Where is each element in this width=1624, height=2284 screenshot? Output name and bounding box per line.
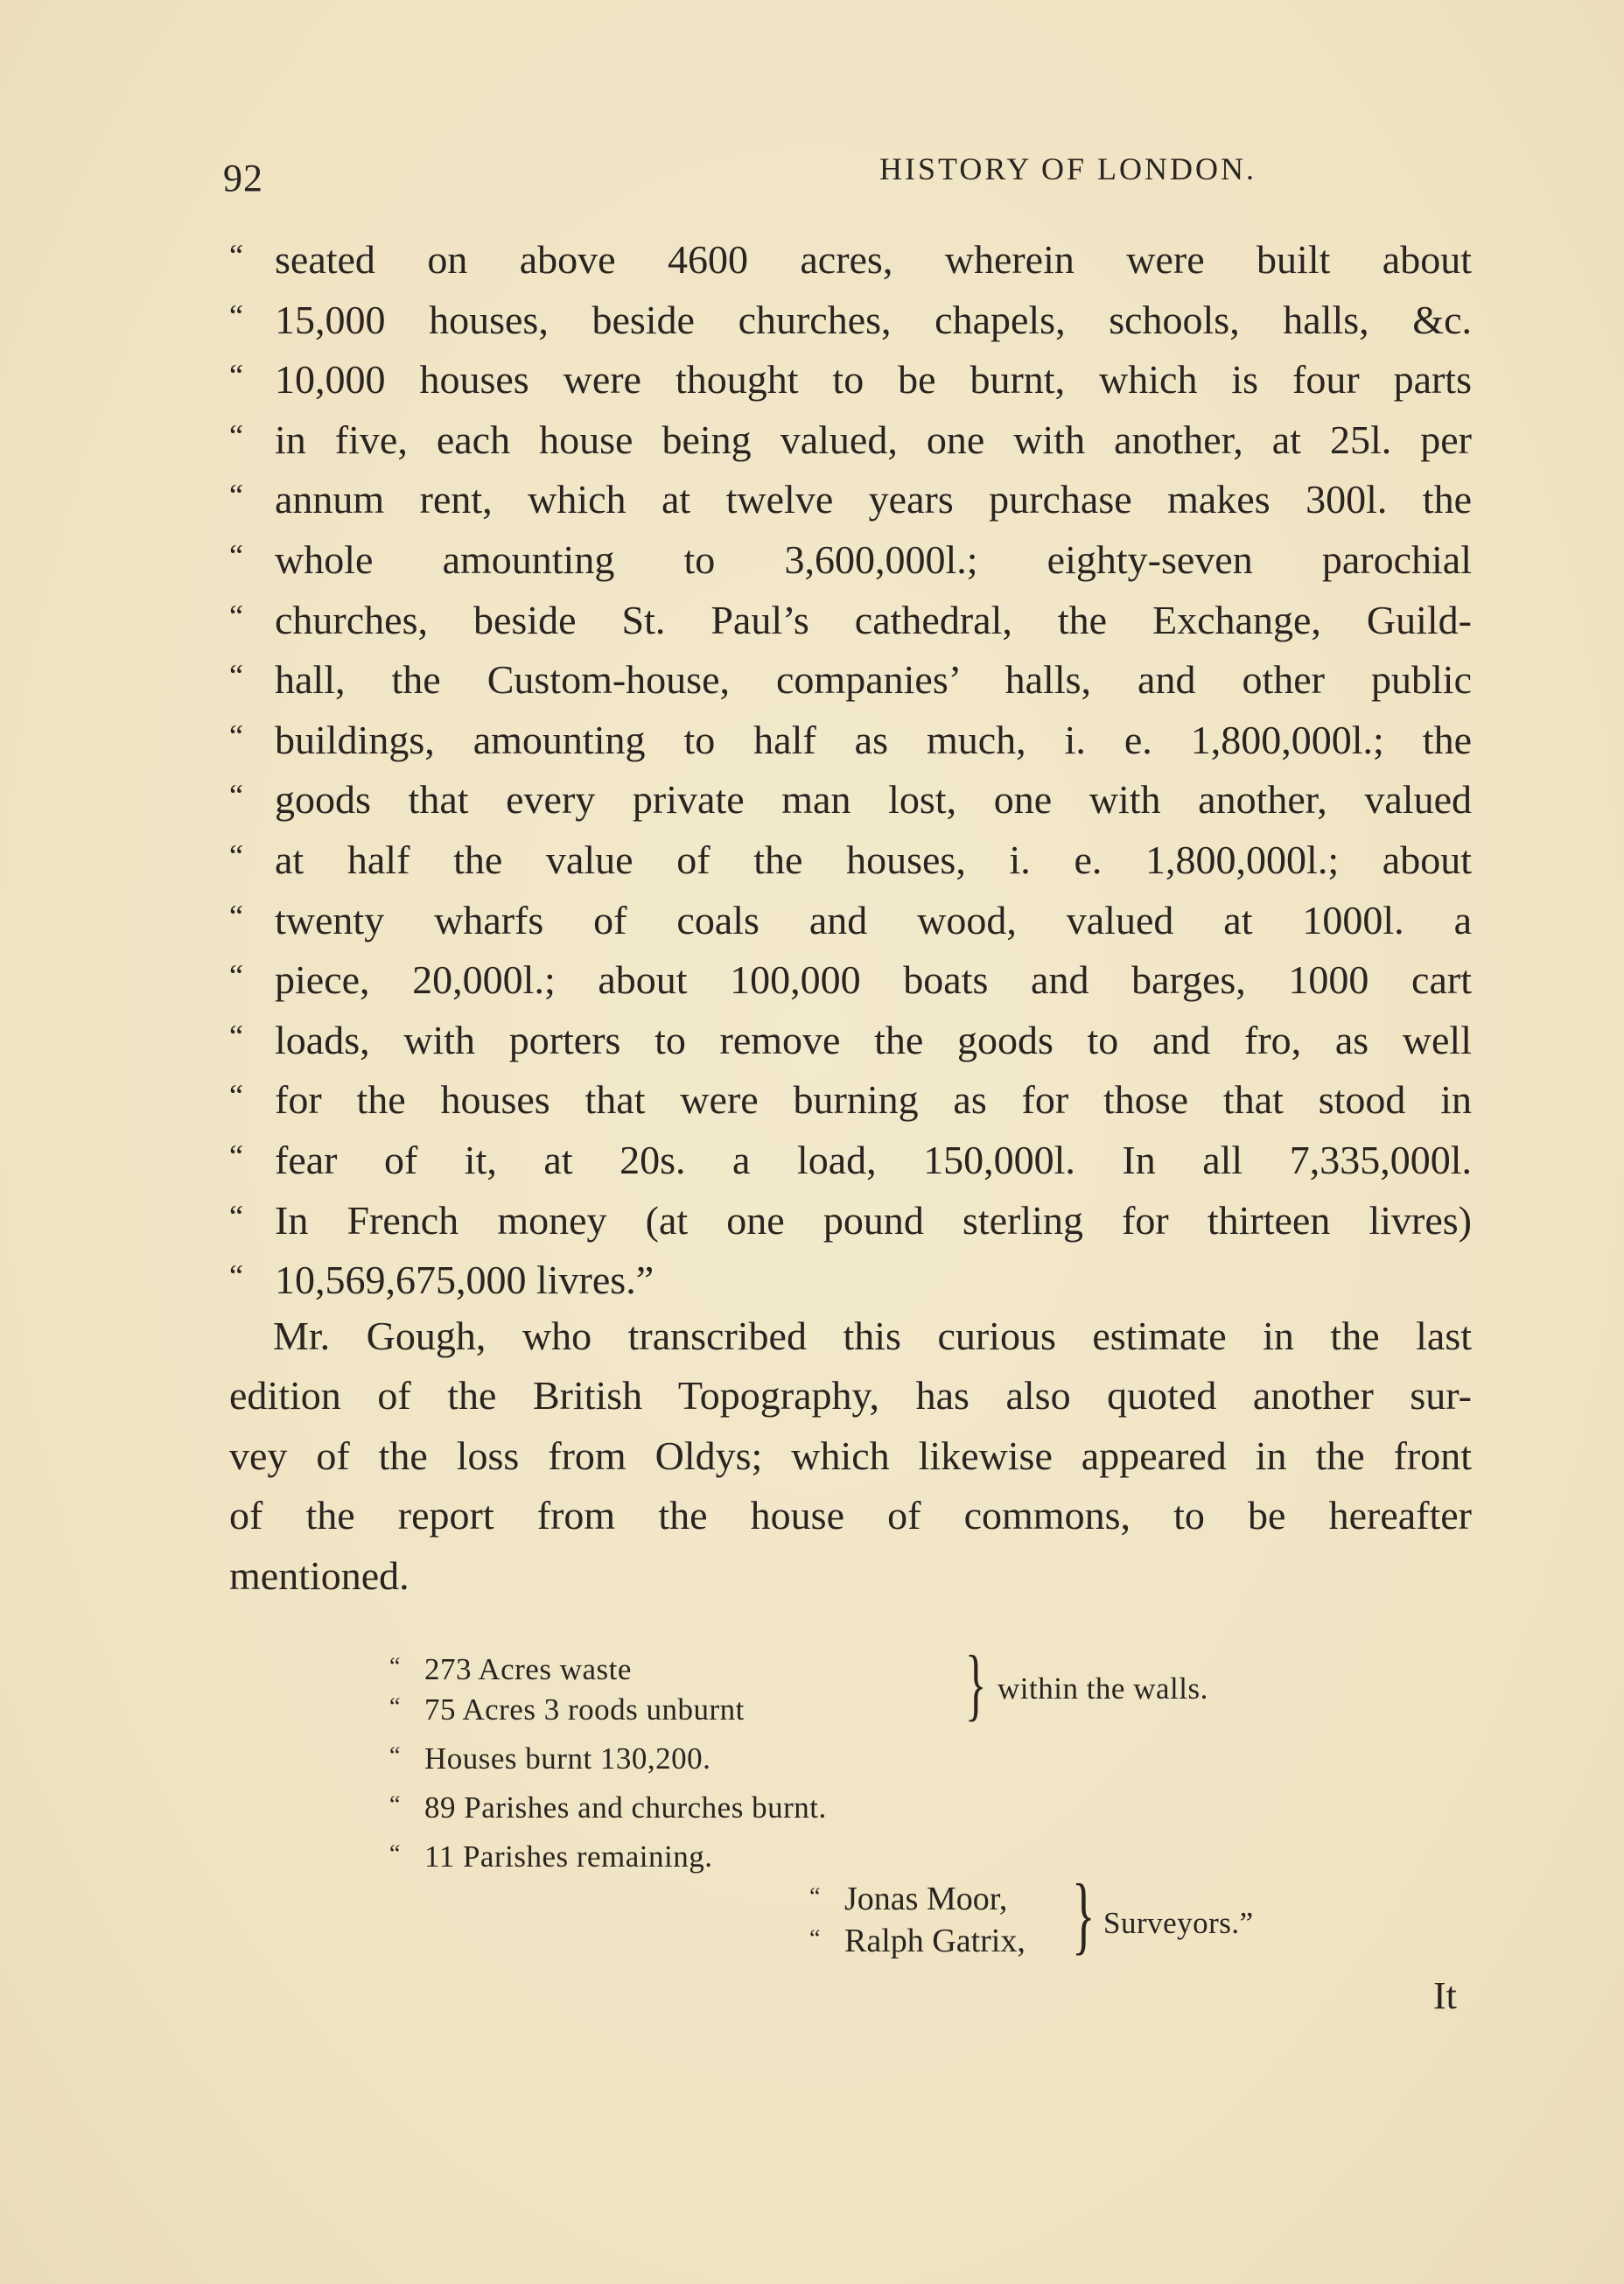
text-line: vey of the loss from Oldys; which likewise appeared in the front	[229, 1433, 1472, 1478]
text-line: “ piece, 20,000l.; about 100,000 boats and barges, 1000 cart	[229, 946, 1472, 1006]
quote-mark: “	[229, 1198, 243, 1234]
quote-mark: “	[229, 358, 243, 394]
text-line: “ twenty wharfs of coals and wood, valued at 1000l. a	[229, 886, 1472, 947]
text-line: “ churches, beside St. Paul’s cathedral, the Exchange, Guild-	[229, 586, 1472, 647]
text-line: Mr. Gough, who transcribed this curious estimate in the last	[273, 1313, 1472, 1358]
text-line: “ whole amounting to 3,600,000l.; eighty-seven parochial	[229, 526, 1472, 586]
quote-mark: “	[229, 537, 243, 573]
text-line: “ in five, each house being valued, one with another, at 25l. per	[229, 406, 1472, 466]
brace-surveyors: }	[1072, 1866, 1096, 1963]
catchword: It	[1433, 1974, 1457, 2017]
surveyor-name: “ Jonas Moor,	[809, 1881, 1008, 1917]
survey-row: “ 11 Parishes remaining.	[389, 1839, 713, 1874]
text-line: “ 10,000 houses were thought to be burnt, which is four parts	[229, 346, 1472, 406]
text-line: “ buildings, amounting to half as much, i. e. 1,800,000l.; the	[229, 706, 1472, 767]
text-line: “ In French money (at one pound sterling for thirteen livres)	[229, 1187, 1472, 1247]
text-line: “ hall, the Custom-house, companies’ halls, and other public	[229, 646, 1472, 706]
quote-mark: “	[229, 598, 243, 634]
text-line: “ at half the value of the houses, i. e. 1,800,000l.; about	[229, 826, 1472, 886]
brace-label: within the walls.	[998, 1671, 1208, 1706]
text-line: “ 15,000 houses, beside churches, chapels, schools, halls, &c.	[229, 286, 1472, 347]
text-line: “ seated on above 4600 acres, wherein were built about	[229, 226, 1472, 286]
quote-mark: “	[229, 417, 243, 453]
quote-mark: “	[229, 1078, 243, 1114]
quote-mark: “	[229, 1138, 243, 1174]
survey-row: “ 75 Acres 3 roods unburnt	[389, 1692, 745, 1727]
text-line: “ 10,569,675,000 livres.”	[229, 1246, 1472, 1307]
surveyors-label: Surveyors.”	[1103, 1906, 1254, 1940]
page-header	[223, 140, 1474, 200]
page-number: 92	[223, 157, 263, 200]
gough-paragraph	[229, 1307, 1472, 1607]
quoted-estimate	[229, 226, 1472, 1307]
survey-row: “ 273 Acres waste	[389, 1652, 632, 1686]
quote-mark: “	[229, 837, 243, 873]
quote-mark: “	[229, 238, 243, 273]
text-line: “ loads, with porters to remove the goods to and fro, as well	[229, 1006, 1472, 1067]
quote-mark: “	[229, 718, 243, 753]
quote-mark: “	[229, 898, 243, 934]
brace-walls: }	[965, 1639, 987, 1728]
survey-row: “ Houses burnt 130,200.	[389, 1741, 711, 1776]
quote-mark: “	[229, 1258, 243, 1294]
quote-mark: “	[229, 778, 243, 814]
running-title: HISTORY OF LONDON.	[879, 151, 1257, 186]
text-line: “ annum rent, which at twelve years purchase makes 300l. the	[229, 466, 1472, 526]
survey-row: “ 89 Parishes and churches burnt.	[389, 1790, 827, 1825]
text-line: mentioned.	[229, 1553, 410, 1599]
surveyor-name: “ Ralph Gatrix,	[809, 1923, 1026, 1959]
main-text	[229, 226, 1472, 1607]
text-line: “ fear of it, at 20s. a load, 150,000l. In all 7,335,000l.	[229, 1126, 1472, 1187]
quote-mark: “	[229, 478, 243, 514]
quote-mark: “	[229, 658, 243, 694]
quote-mark: “	[229, 958, 243, 994]
text-line: “ goods that every private man lost, one with another, valued	[229, 766, 1472, 826]
text-line: of the report from the house of commons, to be hereafter	[229, 1493, 1472, 1538]
quote-mark: “	[229, 298, 243, 333]
text-line: “ for the houses that were burning as for those that stood in	[229, 1066, 1472, 1126]
quote-mark: “	[229, 1018, 243, 1054]
text-line: edition of the British Topography, has also quoted another sur-	[229, 1373, 1472, 1419]
